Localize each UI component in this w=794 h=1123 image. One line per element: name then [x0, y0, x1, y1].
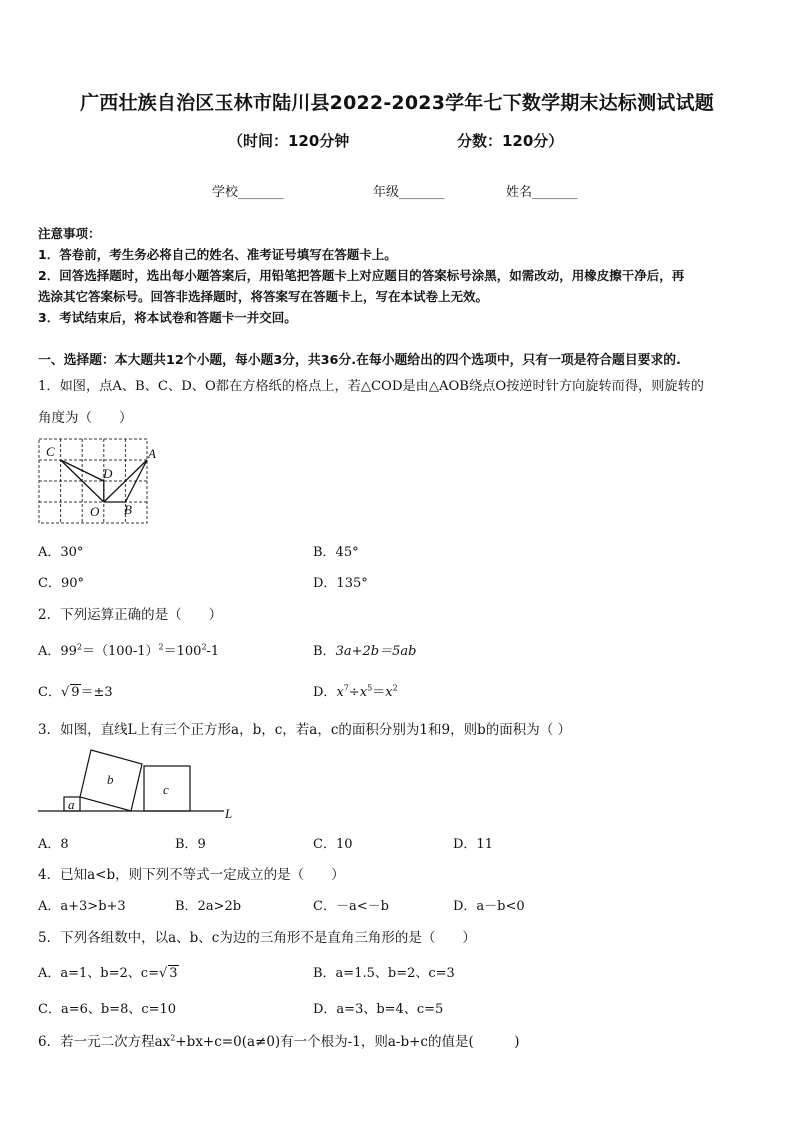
q1-option-a[interactable]: A．30° — [38, 545, 84, 560]
q2-option-c[interactable]: C．√ 9＝±3 — [38, 685, 113, 700]
q4-option-c[interactable]: C．－a<－b — [313, 899, 389, 914]
question-1-cont: 角度为（ ） — [38, 410, 133, 426]
exam-title: 广西壮族自治区玉林市陆川县2022-2023学年七下数学期末达标测试试题 — [80, 92, 714, 114]
q3-option-d[interactable]: D．11 — [453, 837, 493, 852]
note-item: 3．考试结束后，将本试卷和答题卡一并交回。 — [38, 310, 297, 325]
label-a: a — [68, 797, 75, 812]
note-item: 1．答卷前，考生务必将自己的姓名、准考证号填写在答题卡上。 — [38, 247, 397, 262]
label-c: C — [46, 444, 55, 459]
question-3: 3．如图，直线L上有三个正方形a，b，c，若a，c的面积分别为1和9，则b的面积为（ ） — [38, 722, 572, 738]
q5-option-d[interactable]: D．a=3、b=4、c=5 — [313, 1002, 444, 1017]
label-b: b — [107, 772, 114, 787]
q4-option-b[interactable]: B．2a>2b — [175, 899, 242, 914]
question-6: 6．若一元二次方程$ax^2+bx+c=0(a\ne 0)$有一个根为-1，则a-b+c的值是( ) — [38, 1033, 520, 1050]
q4-option-d[interactable]: D．a－b<0 — [453, 899, 525, 914]
q3-option-b[interactable]: B．9 — [175, 837, 206, 852]
label-b: B — [124, 502, 132, 517]
name-field: 姓名_______ — [506, 185, 578, 200]
q1-grid-figure — [32, 436, 162, 528]
question-5: 5．下列各组数中，以a、b、c为边的三角形不是直角三角形的是（ ） — [38, 930, 476, 946]
q5-option-a[interactable]: A．a=1、b=2、c=√ 3 — [38, 966, 178, 981]
note-item: 选涂其它答案标号。回答非选择题时，将答案写在答题卡上，写在本试卷上无效。 — [38, 289, 489, 304]
q2-option-d[interactable]: D．$x^7\div x^5=x^2$ — [313, 683, 398, 700]
question-2: 2．下列运算正确的是（ ） — [38, 607, 223, 623]
label-c: c — [163, 782, 169, 797]
exam-score: 分数：120分） — [457, 132, 564, 150]
q1-option-b[interactable]: B．45° — [313, 545, 359, 560]
q1-option-c[interactable]: C．90° — [38, 576, 84, 591]
notes-heading: 注意事项： — [38, 226, 101, 241]
label-a: A — [148, 446, 156, 461]
grade-field: 年级_______ — [373, 185, 445, 200]
question-4: 4．已知a<b，则下列不等式一定成立的是（ ） — [38, 867, 345, 883]
q3-option-c[interactable]: C．10 — [313, 837, 353, 852]
q4-option-a[interactable]: A．a+3>b+3 — [38, 899, 126, 914]
exam-time: （时间：120分钟 — [228, 132, 350, 150]
q3-squares-figure — [34, 746, 244, 824]
label-l: L — [225, 806, 233, 821]
note-item: 2．回答选择题时，选出每小题答案后，用铅笔把答题卡上对应题目的答案标号涂黑，如需改动，用橡皮擦干净后，再 — [38, 268, 685, 283]
q5-option-b[interactable]: B．a=1.5、b=2、c=3 — [313, 966, 455, 981]
q2-option-a[interactable]: A．$99^2=(100-1)^2=100^2-1$ — [38, 642, 220, 659]
q5-option-c[interactable]: C．a=6、b=8、c=10 — [38, 1002, 177, 1017]
label-o: O — [90, 504, 100, 519]
q3-option-a[interactable]: A．8 — [38, 837, 69, 852]
question-1: 1．如图，点A、B、C、D、O都在方格纸的格点上，若△COD是由△AOB绕点O按逆时针方向旋转而得，则旋转的 — [38, 379, 704, 394]
q1-option-d[interactable]: D．135° — [313, 576, 368, 591]
label-d: D — [103, 466, 113, 481]
school-field: 学校_______ — [212, 185, 284, 200]
q2-option-b[interactable]: B．3a+2b＝5ab — [313, 644, 417, 659]
section-heading: 一、选择题：本大题共12个小题，每小题3分，共36分.在每小题给出的四个选项中，只有一项是符合题目要求的. — [38, 353, 681, 368]
